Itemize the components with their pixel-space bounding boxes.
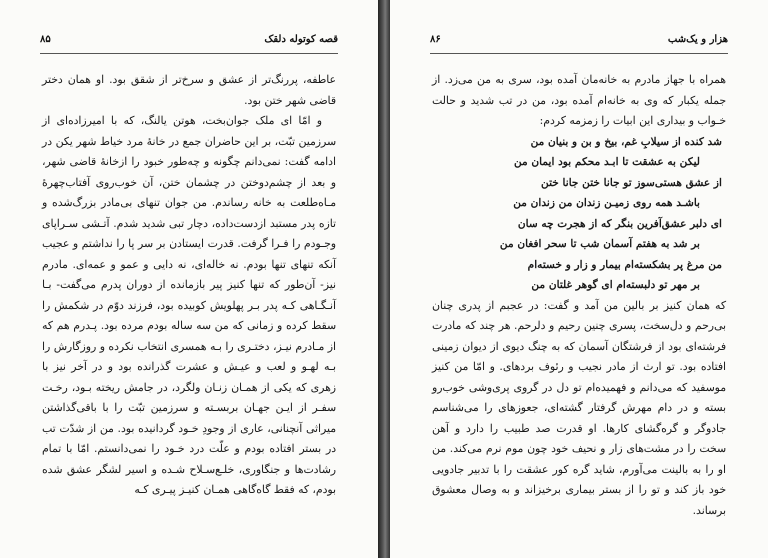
right-header-rule (430, 53, 728, 54)
poem (432, 132, 726, 296)
poem-verse: باشـد همه روی زمیـن زندان من زندان من (513, 197, 700, 209)
left-running-head (40, 34, 338, 50)
left-page-number: ۸۵ (40, 34, 51, 45)
right-closing-paragraph: که همان کنیز بر بالین من آمد و گفت: در عجبم از پدری چنان بی‌رحم و دل‌سخت، پسری چنین رحیم و دلرحم. هر چند که مادرت فرشته‌ای بود از فرشتگان آسمان که به چنگ دیوی از دیوان زمینی افتاده بود. تو ارث از مادر نجیب و رئوف بردهای. و امّا من کنیز موسفید که می‌دانم و فهمیده‌ام تو دل در گروی پری‌وشی خوب‌رو بسته و در دام مهرش گرفتار گشته‌ای، جعوزهای را می‌شناسم جادوگر و گره‌گشای کارها. او قدرت صد طبیب را دارد و آهن سخت را در مشت‌های زار و نحیف خود چون موم نرم می‌کند. من او را به بالینت می‌آورم، شاید گره کور عشقت را با تدبیر جادویی خود باز کند و تو را از بستر بیماری برخیزاند و به وصال معشوق برساند. (432, 298, 726, 517)
right-page (390, 0, 768, 558)
poem-verse: از عشق هستی‌سوز تو جانا ختن جانا ختن (541, 176, 722, 189)
poem-verse: من مرغ پر بشکسته‌ام بیمار و زار و خسته‌ام (527, 258, 722, 271)
right-running-head (430, 34, 728, 50)
left-paragraph-1: عاطفه، پررنگ‌تر از عشق و سرخ‌تر از شقق بود. او همان دختر قاضی شهر ختن بود. (42, 73, 336, 107)
left-paragraph-2: و امّا ای ملک جوان‌بخت، هوتن یالنگ، که با امیرزاده‌ای از سرزمین تبّت، بر این حاضران جمع در خانهٔ مرد خیاط شهر یکن در ادامه گفت: نمی‌دانم چگونه و چه‌طور خبود را ازخانهٔ قاضی شهر، و بعد از چشم‌دوختن در چشمان ختن، آن خوب‌روی آفتاب‌چهرهٔ مـاه‌طلعت به خانه رساندم. من جوان تنهای بی‌مادر بزرگ‌شده و تازه پدر مستبد ازدست‌داده، دچار تبی شدید شدم. آتـشی سـراپای وجـودم را فـرا گرفت. قدرت ایستادن بر سر پا را نداشتم و عجیب آنکه تنهای تنها بودم. نه خاله‌ای، نه دایی و عمو و عمه‌ای. مادرم نیز- آن‌طور که تنها کنیز پیر بازمانده از دوران پدرم می‌گفت- بـا آنـگـاهی کـه پدر بـر پهلویش کوبیده بود، فرزند دوّم در شکمش را سقط کرده و زمانی که من سه ساله بودم مرده بود. پـدرم هم که از مـادرم نیـز، دختـری را بـه همسری انتخاب نکرده و روزگارش را بـه لهـو و لعب و عیـش و عشرت گذرانده بود و در آخر نیز با زهری که یکی از همـان زنـان ولگرد، در جامش ریخته بـود، رخـت سفـر از ایـن جهـان بربسـته و سرزمین تبّت را با باقی‌گذاشتن میراثی آنچنانی، عاری از وجودِ خـود گردانیده بود. من از شدّت تب در بستر افتاده بودم و علّت درد خـود را نمی‌دانستم. امّا با تمام رشادت‌ها و جنگاوری، خلـع‌سـلاح شـده و اسیر لشگر عشق شده بودم، که فقط گاه‌گاهی همـان کنیـز پیـری کـه (42, 114, 336, 496)
left-page (0, 0, 378, 558)
book-gutter (378, 0, 390, 558)
right-intro-paragraph: همراه با جهاز مادرم به خانه‌مان آمده بود، سری به من می‌زد. از جمله یکبار که وی به خانه‌ام آمده بود، من در تب شدید و حالت خـواب و بیداری این ابیات را زمزمه کردم: (432, 73, 726, 127)
left-header-title: قصه کوتوله دلقک (264, 34, 338, 45)
right-page-number: ۸۶ (430, 34, 441, 45)
poem-verse: لیکن به عشقت تا ابـد محکم بود ایمان من (513, 156, 700, 168)
right-header-title: هزار و یک‌شب (667, 34, 728, 45)
left-body-text (42, 70, 336, 501)
poem-verse: بر مهر تو دلبسته‌ام ای گوهر غلتان من (531, 279, 700, 291)
poem-verse: بر شد به هفتم آسمان شب تا سحر افغان من (499, 238, 700, 250)
poem-verse: ای دلبر عشق‌آفرین بنگر که از هجرت چه سان (517, 217, 722, 230)
right-body-text (432, 70, 726, 521)
left-header-rule (40, 53, 338, 54)
poem-verse: شد کنده از سیلابِ غم، بیخ و بن و بنیان من (530, 135, 722, 148)
